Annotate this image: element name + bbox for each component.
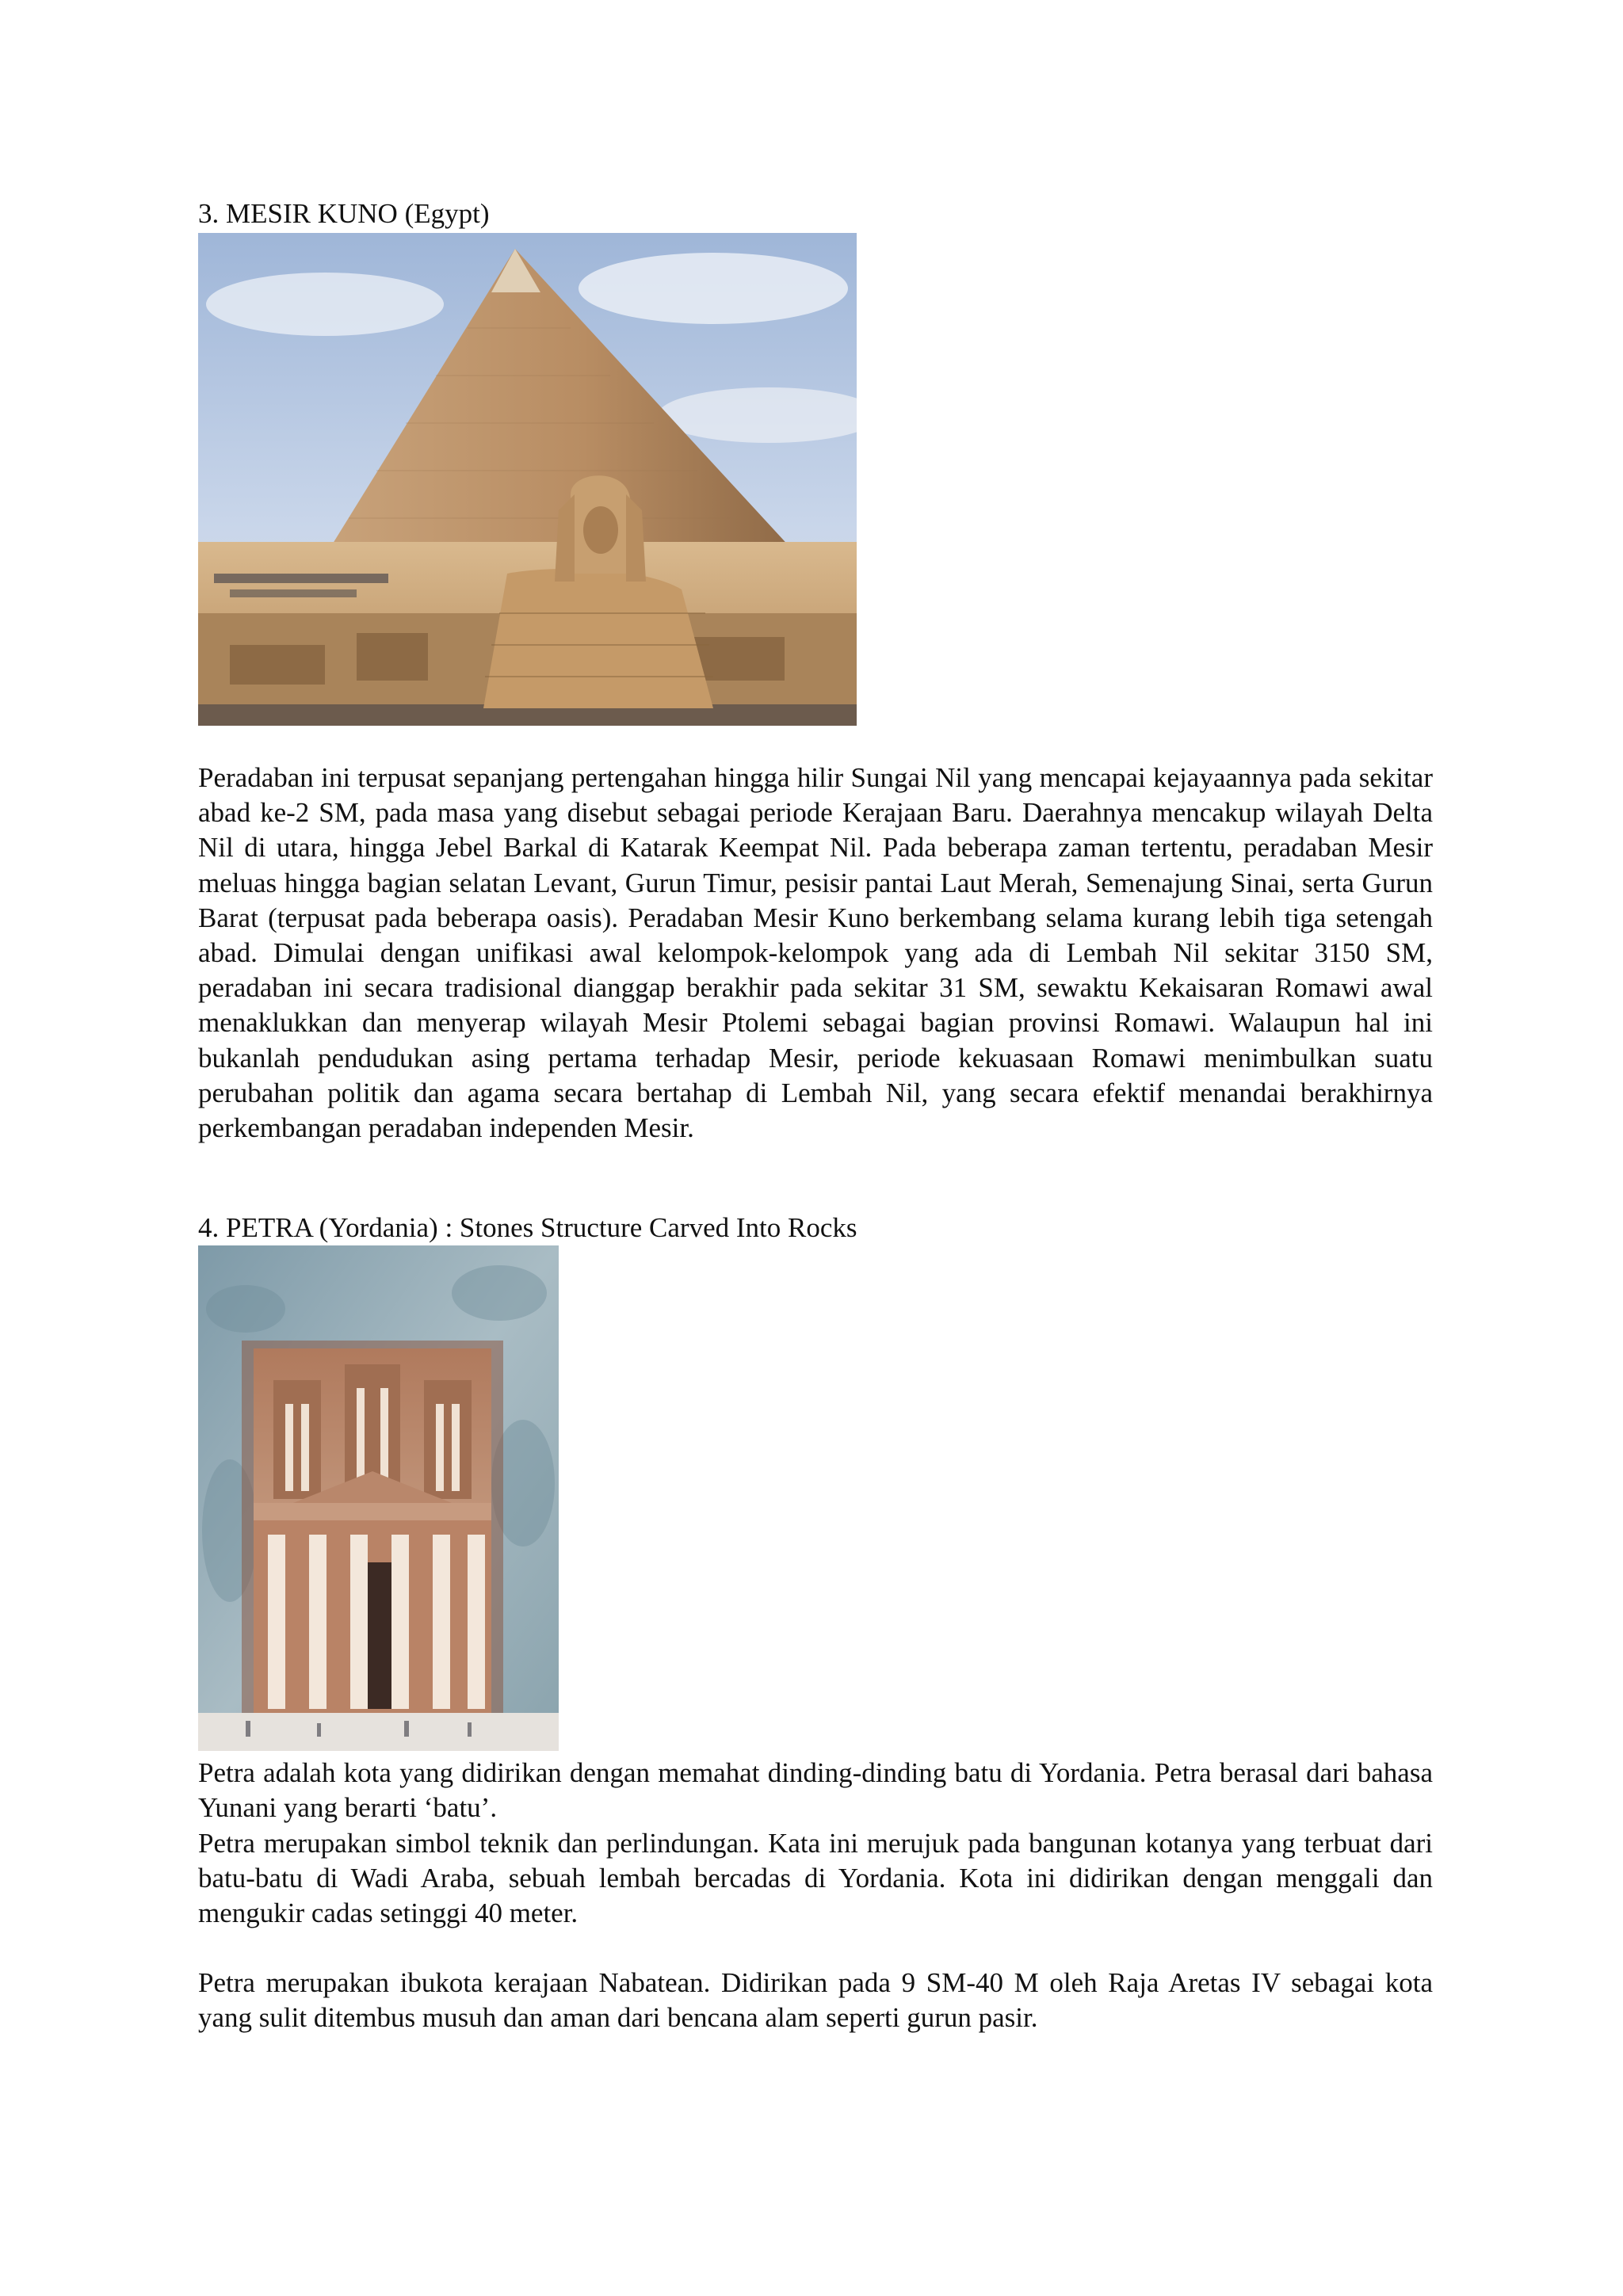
paragraph-petra-1: Petra adalah kota yang didirikan dengan memahat dinding-dinding batu di Yordania. Petra berasal dari bahasa Yunani yang berarti ‘batu’.: [198, 1757, 1433, 1824]
paragraph-petra-2: Petra merupakan simbol teknik dan perlindungan. Kata ini merujuk pada bangunan kotanya yang terbuat dari batu-batu di Wadi Araba, sebuah lembah bercadas di Yordania. Kota ini didirikan dengan menggali dan mengukir cadas setinggi 40 meter.: [198, 1828, 1433, 1929]
paragraph-petra-3: Petra merupakan ibukota kerajaan Nabatean. Didirikan pada 9 SM-40 M oleh Raja Aretas IV sebagai kota yang sulit ditembus musuh dan aman dari bencana alam seperti gurun pasir.: [198, 1967, 1433, 2034]
photo-petra-treasury: [198, 1245, 559, 1751]
paragraph-egypt: Peradaban ini terpusat sepanjang pertengahan hingga hilir Sungai Nil yang mencapai kejayaannya pada sekitar abad ke-2 SM, pada masa yang disebut sebagai periode Kerajaan Baru. Daerahnya mencakup wilayah Delta Nil di utara, hingga Jebel Barkal di Katarak Keempat Nil. Pada beberapa zaman tertentu, peradaban Mesir meluas hingga bagian selatan Levant, Gurun Timur, pesisir pantai Laut Merah, Semenajung Sinai, serta Gurun Barat (terpusat pada beberapa oasis). Peradaban Mesir Kuno berkembang selama kurang lebih tiga setengah abad. Dimulai dengan unifikasi awal kelompok-kelompok yang ada di Lembah Nil sekitar 3150 SM, peradaban ini secara tradisional dianggap berakhir pada sekitar 31 SM, sewaktu Kekaisaran Romawi awal menaklukkan dan menyerap wilayah Mesir Ptolemi sebagai bagian provinsi Romawi. Walaupun hal ini bukanlah pendudukan asing pertama terhadap Mesir, periode kekuasaan Romawi menimbulkan suatu perubahan politik dan agama secara bertahap di Lembah Nil, yang secara efektif menandai berakhirnya perkembangan peradaban independen Mesir.: [198, 762, 1433, 1144]
section-heading-egypt: 3. MESIR KUNO (Egypt): [198, 198, 490, 229]
photo-pyramid-sphinx: [198, 233, 857, 726]
section-heading-petra: 4. PETRA (Yordania) : Stones Structure Carved Into Rocks: [198, 1212, 857, 1243]
